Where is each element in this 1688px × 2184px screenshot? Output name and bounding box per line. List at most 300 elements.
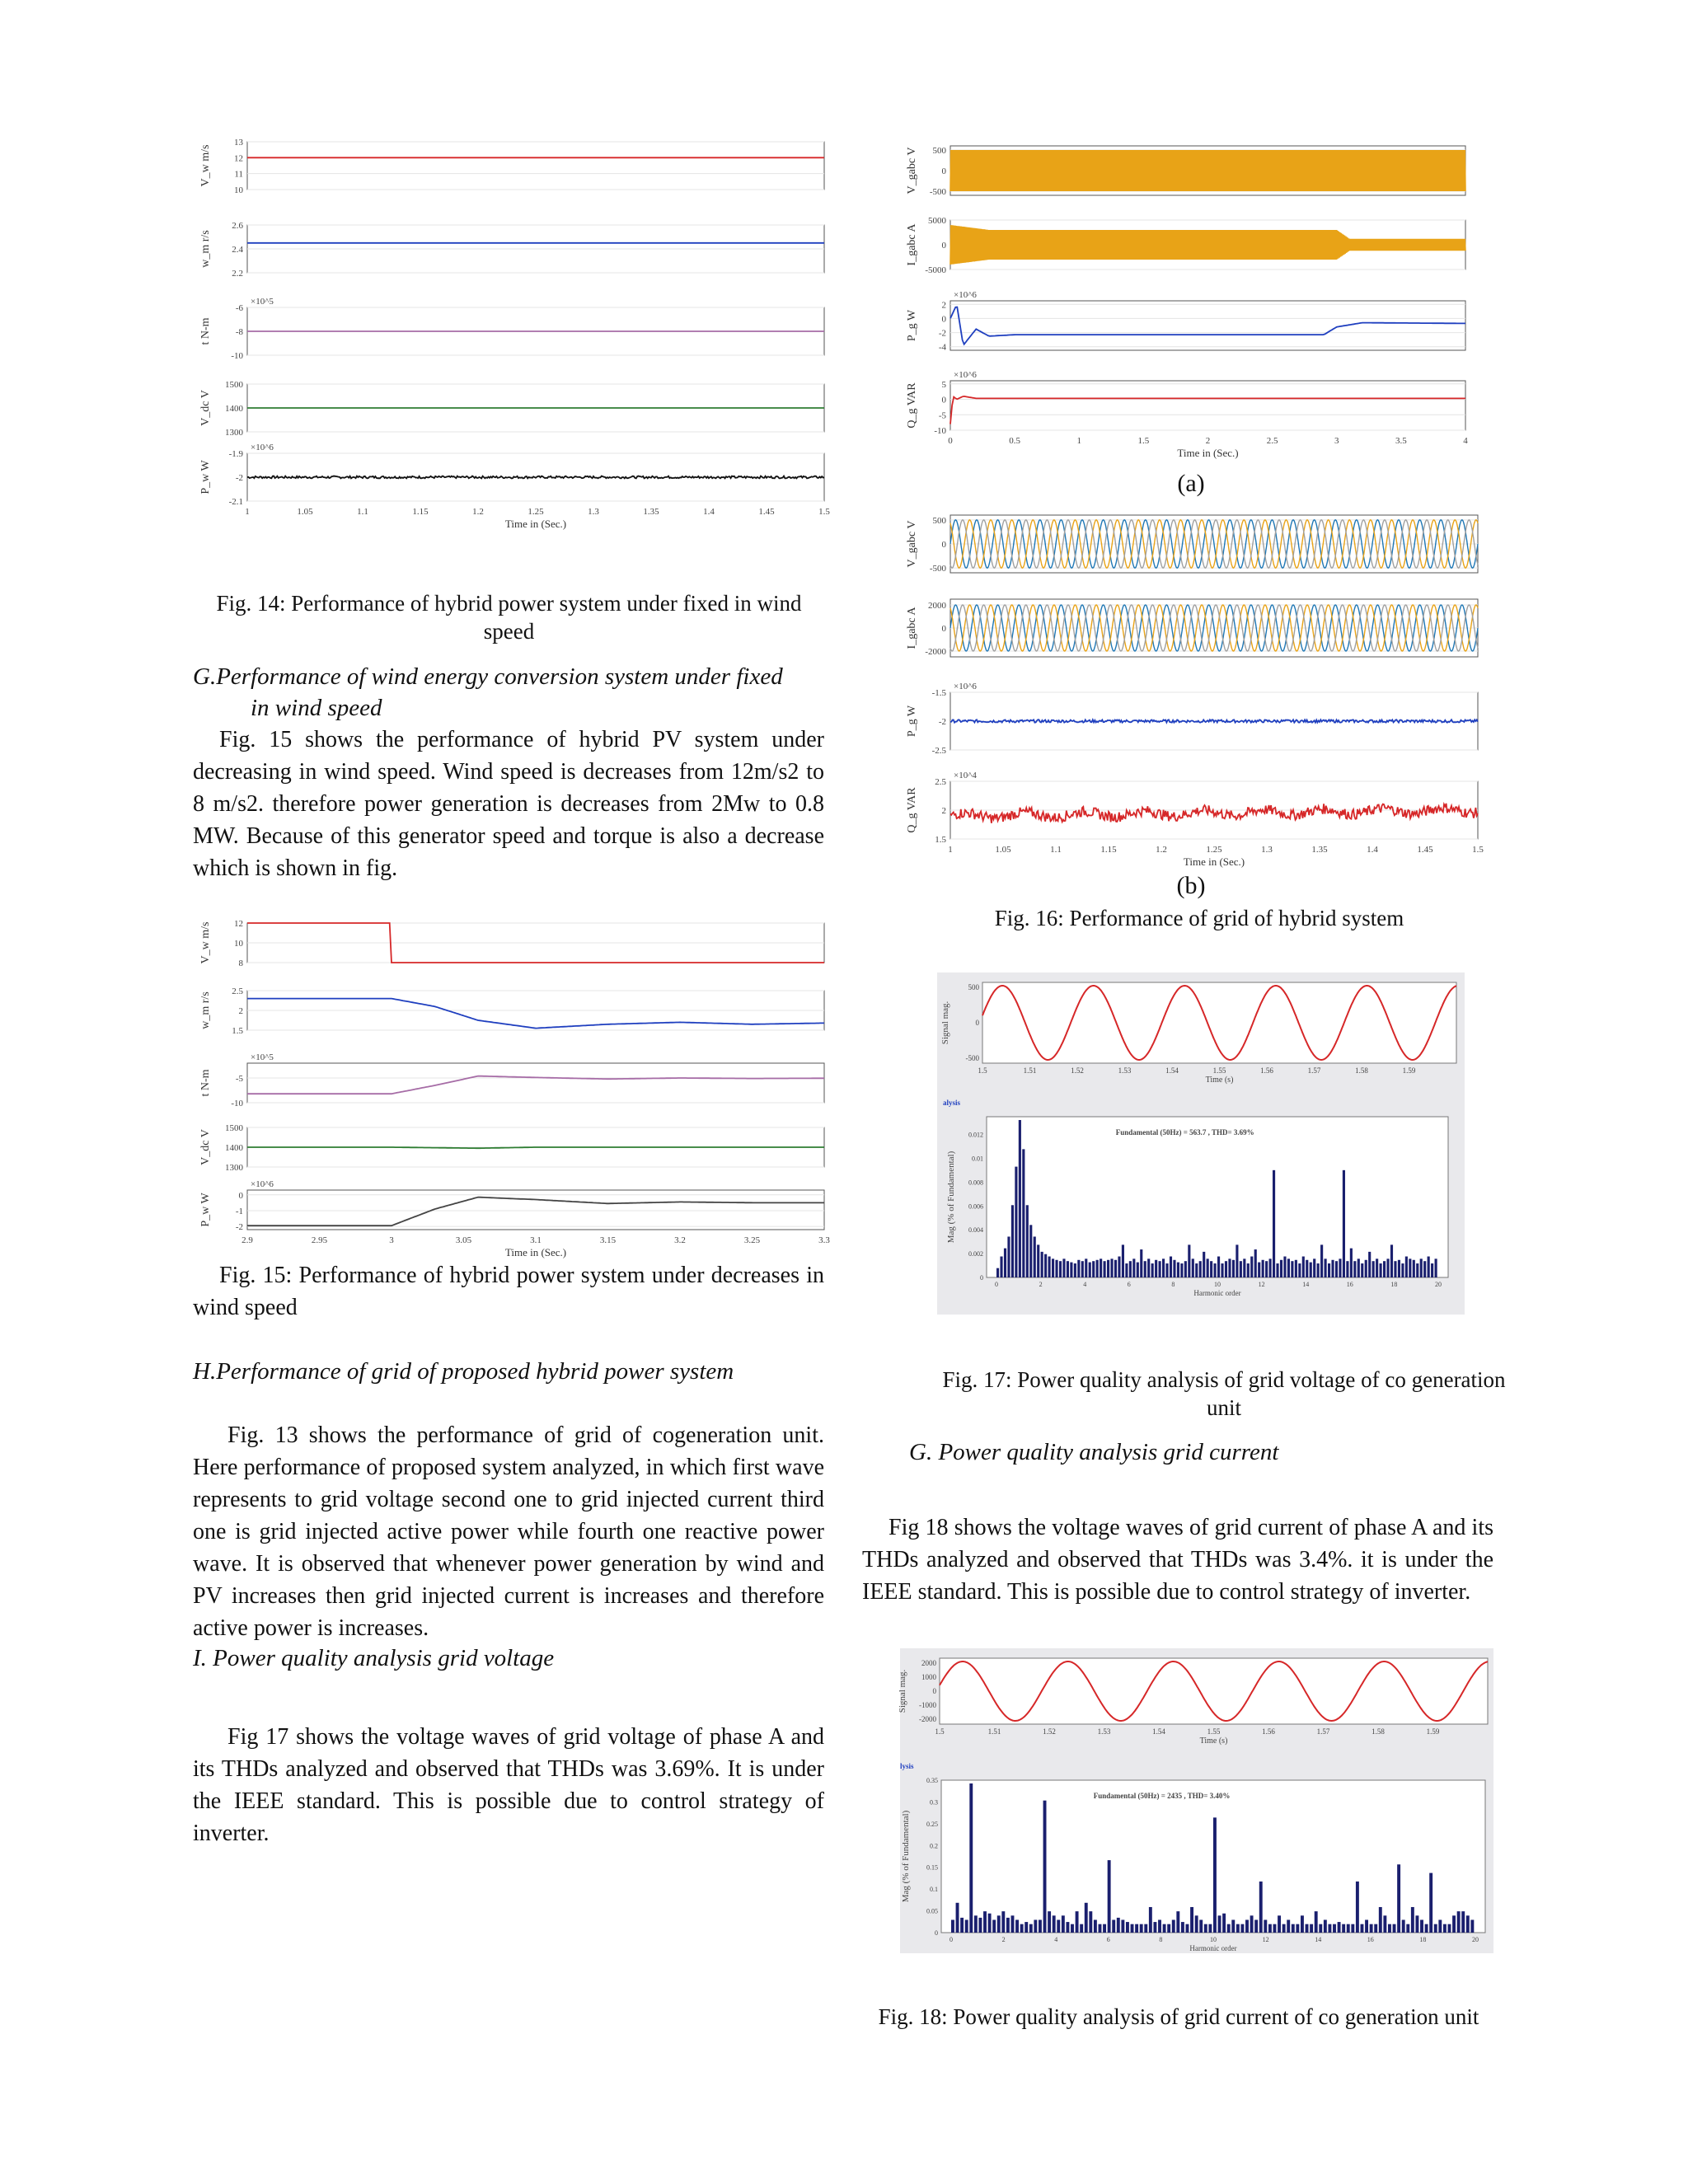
x-tick-label: 1.45 xyxy=(1417,845,1433,855)
harmonic-bar xyxy=(1074,1263,1076,1277)
x-tick-label: 1.5 xyxy=(818,507,830,517)
harmonic-bar xyxy=(1053,1915,1056,1933)
harmonic-bar xyxy=(1406,1924,1409,1933)
fig17-chart xyxy=(937,972,1465,1315)
heading-i: I. Power quality analysis grid voltage xyxy=(193,1645,555,1671)
harmonic-bar xyxy=(1306,1924,1309,1933)
panel-1 xyxy=(199,138,824,195)
harmonic-bar xyxy=(1306,1260,1308,1277)
y-axis-label: Q_g VAR xyxy=(906,787,918,833)
waveform-y-tick: -1000 xyxy=(919,1701,936,1709)
harmonic-bar xyxy=(1346,1261,1348,1277)
harmonic-x-tick: 18 xyxy=(1419,1936,1427,1943)
waveform-y-label: Signal mag. xyxy=(940,1001,950,1045)
harmonic-bar xyxy=(1052,1258,1054,1277)
waveform-x-label: Time (s) xyxy=(1199,1736,1228,1746)
x-tick-label: 3.1 xyxy=(530,1235,542,1245)
x-tick-label: 1.05 xyxy=(995,845,1011,855)
harmonic-bar xyxy=(1264,1919,1267,1933)
harmonic-bar xyxy=(1262,1260,1264,1277)
harmonic-bar xyxy=(1420,1258,1423,1277)
harmonic-bar xyxy=(1070,1263,1072,1277)
y-tick-label: 1500 xyxy=(225,1123,243,1133)
panel-4 xyxy=(906,771,1478,845)
y-tick-label: 2.5 xyxy=(232,987,243,996)
harmonic-bar xyxy=(1331,1260,1334,1277)
x-tick-label: 1 xyxy=(1076,436,1081,446)
x-tick-label: 3.15 xyxy=(599,1235,617,1245)
harmonic-bar xyxy=(1466,1915,1470,1933)
harmonic-bar xyxy=(1390,1244,1393,1277)
y-multiplier: ×10^5 xyxy=(251,297,274,307)
harmonic-y-tick: 0.15 xyxy=(926,1863,938,1872)
harmonic-bar xyxy=(1425,1924,1428,1933)
harmonic-bar xyxy=(1029,1225,1032,1277)
harmonic-bar xyxy=(1162,1258,1165,1277)
y-multiplier: ×10^6 xyxy=(954,370,977,380)
harmonic-y-tick: 0.25 xyxy=(926,1820,938,1828)
y-multiplier: ×10^6 xyxy=(251,1179,274,1189)
panel-frame xyxy=(247,142,824,190)
harmonic-bar xyxy=(1043,1801,1047,1933)
harmonic-y-tick: 0.004 xyxy=(968,1226,983,1235)
y-tick-label: 0 xyxy=(941,540,946,550)
heading-g2: G. Power quality analysis grid current xyxy=(909,1439,1279,1465)
y-axis-label: V_gabc V xyxy=(906,147,918,194)
harmonic-bar xyxy=(1085,1903,1088,1933)
harmonic-bar xyxy=(1429,1873,1432,1933)
panel-frame xyxy=(950,381,1465,430)
harmonic-bar xyxy=(1057,1919,1060,1933)
y-tick-label: -10 xyxy=(231,351,243,361)
section-label: lysis xyxy=(900,1762,914,1770)
y-axis-label: w_m r/s xyxy=(199,230,212,268)
harmonic-bar xyxy=(1347,1924,1350,1933)
y-tick-label: 10 xyxy=(234,939,243,949)
harmonic-bar xyxy=(1172,1919,1175,1933)
panel-2 xyxy=(906,599,1478,657)
harmonic-x-tick: 14 xyxy=(1302,1281,1310,1288)
harmonic-bar xyxy=(1188,1244,1190,1277)
harmonic-bar xyxy=(1276,1263,1278,1277)
harmonic-bar xyxy=(1180,1263,1183,1277)
y-tick-label: -500 xyxy=(929,564,946,574)
y-tick-label: 2.6 xyxy=(232,221,243,231)
y-axis-label: t N-m xyxy=(199,1069,212,1097)
harmonic-bar xyxy=(1357,1258,1360,1277)
harmonic-bar xyxy=(1413,1260,1415,1277)
harmonic-bar xyxy=(1301,1915,1304,1933)
y-tick-label: 2.5 xyxy=(935,777,946,787)
harmonic-bar xyxy=(1397,1864,1400,1933)
y-tick-label: -2 xyxy=(235,1222,243,1233)
waveform-y-tick: 2000 xyxy=(921,1659,936,1667)
x-tick-label: 1.5 xyxy=(1472,845,1484,855)
harmonic-bar xyxy=(1103,1924,1106,1933)
panel-frame xyxy=(247,1063,824,1103)
harmonic-bar xyxy=(1265,1261,1268,1277)
harmonic-bar xyxy=(996,1268,999,1277)
x-tick-label: 1.15 xyxy=(412,507,429,517)
harmonic-bar xyxy=(1434,1924,1437,1933)
y-tick-label: 1300 xyxy=(225,428,243,438)
harmonic-bar xyxy=(1221,1263,1223,1277)
harmonic-bar xyxy=(1240,1261,1242,1277)
harmonic-bar xyxy=(1420,1919,1423,1933)
harmonic-bar xyxy=(1317,1263,1320,1277)
x-tick-label: 1.25 xyxy=(528,507,544,517)
fig16a-chart xyxy=(903,136,1488,466)
harmonic-bar xyxy=(1350,1249,1353,1277)
x-tick-label: 1.1 xyxy=(357,507,368,517)
harmonic-bar xyxy=(1393,1924,1396,1933)
waveform-x-tick: 1.58 xyxy=(1372,1727,1385,1736)
harmonic-bar xyxy=(1210,1261,1212,1277)
harmonic-bar xyxy=(1192,1258,1194,1277)
heading-g1: G.Performance of wind energy conversion system under fixed xyxy=(193,663,783,690)
y-axis-label: V_w m/s xyxy=(199,144,212,187)
heading-h: H.Performance of grid of proposed hybrid power system xyxy=(193,1358,734,1385)
harmonic-bar xyxy=(969,1783,973,1933)
x-axis-label: Time in (Sec.) xyxy=(1183,855,1245,868)
panel-4 xyxy=(199,380,824,438)
waveform-y-label: Signal mag. xyxy=(898,1669,907,1713)
harmonic-bar xyxy=(1132,1258,1135,1277)
harmonic-x-tick: 8 xyxy=(1171,1281,1175,1288)
harmonic-bar xyxy=(1435,1258,1437,1277)
panel-1 xyxy=(906,146,1465,197)
fig16a-label: (a) xyxy=(1177,470,1205,497)
y-tick-label: -5 xyxy=(235,1074,243,1084)
waveform-x-tick: 1.5 xyxy=(978,1066,987,1075)
harmonic-bar xyxy=(1067,1261,1069,1277)
harmonic-bar xyxy=(1107,1260,1109,1277)
harmonic-bar xyxy=(1089,1911,1092,1933)
harmonic-bar xyxy=(1184,1261,1187,1277)
harmonic-bar xyxy=(1062,1258,1065,1277)
panel-2 xyxy=(906,216,1465,275)
harmonic-bar xyxy=(1269,1258,1272,1277)
x-tick-label: 1.2 xyxy=(472,507,484,517)
harmonic-bar xyxy=(1147,1258,1150,1277)
y-axis-label: V_dc V xyxy=(199,1129,212,1165)
harmonic-panel xyxy=(946,1117,1448,1297)
harmonic-bar xyxy=(1379,1907,1382,1933)
harmonic-bar xyxy=(1081,1261,1084,1277)
y-tick-label: -1.9 xyxy=(228,449,243,459)
harmonic-x-tick: 14 xyxy=(1315,1936,1322,1943)
harmonic-bar xyxy=(1039,1919,1042,1933)
harmonic-bar xyxy=(1313,1258,1315,1277)
harmonic-bar xyxy=(1401,1263,1404,1277)
harmonic-bar xyxy=(1228,1258,1231,1277)
harmonic-panel xyxy=(901,1777,1485,1952)
y-axis-label: V_dc V xyxy=(199,390,212,426)
harmonic-bar xyxy=(1149,1907,1152,1933)
y-tick-label: -10 xyxy=(231,1099,243,1108)
y-axis-label: w_m r/s xyxy=(199,991,212,1029)
harmonic-bar xyxy=(1137,1263,1139,1277)
x-tick-label: 1.35 xyxy=(643,507,659,517)
harmonic-x-tick: 20 xyxy=(1472,1936,1479,1943)
panel-2 xyxy=(199,221,824,279)
harmonic-bar xyxy=(1356,1882,1359,1933)
harmonic-bar xyxy=(1007,1236,1010,1277)
harmonic-y-tick: 0 xyxy=(980,1274,983,1282)
x-tick-label: 3.2 xyxy=(674,1235,686,1245)
y-tick-label: -1 xyxy=(235,1206,243,1216)
harmonic-bar xyxy=(1122,1244,1124,1277)
panel-frame xyxy=(950,301,1465,350)
harmonic-x-label: Harmonic order xyxy=(1189,1944,1237,1952)
harmonic-bar xyxy=(1077,1260,1080,1277)
harmonic-bar xyxy=(1333,1924,1336,1933)
y-tick-label: 2 xyxy=(941,806,946,816)
y-tick-label: 2.2 xyxy=(232,269,243,279)
y-tick-label: -4 xyxy=(938,342,946,353)
y-tick-label: -2 xyxy=(938,717,946,727)
harmonic-bar xyxy=(1273,1170,1275,1277)
harmonic-bar xyxy=(1217,1257,1220,1277)
x-tick-label: 2.9 xyxy=(241,1235,253,1245)
x-tick-label: 1.35 xyxy=(1311,845,1328,855)
y-tick-label: 500 xyxy=(932,146,946,156)
waveform-x-tick: 1.57 xyxy=(1307,1066,1321,1075)
x-tick-label: 1.25 xyxy=(1206,845,1222,855)
y-tick-label: -5000 xyxy=(925,265,946,275)
waveform-x-tick: 1.56 xyxy=(1260,1066,1273,1075)
harmonic-bar xyxy=(1034,1919,1037,1933)
harmonic-x-tick: 8 xyxy=(1159,1936,1163,1943)
y-tick-label: -1.5 xyxy=(931,688,946,698)
panel-3 xyxy=(199,1052,824,1108)
harmonic-bar xyxy=(1240,1924,1244,1933)
harmonic-bar xyxy=(1044,1254,1047,1277)
y-axis-label: V_gabc V xyxy=(906,520,918,568)
y-tick-label: 5000 xyxy=(928,216,946,226)
x-tick-label: 2 xyxy=(1205,436,1211,446)
harmonic-bar xyxy=(1383,1261,1386,1277)
harmonic-x-tick: 6 xyxy=(1127,1281,1131,1288)
harmonic-x-tick: 0 xyxy=(950,1936,953,1943)
harmonic-bar xyxy=(1126,1922,1129,1933)
x-tick-label: 2.95 xyxy=(311,1235,328,1245)
harmonic-bar xyxy=(1195,1263,1198,1277)
harmonic-x-tick: 16 xyxy=(1346,1281,1353,1288)
harmonic-bar xyxy=(1448,1924,1451,1933)
harmonic-bar xyxy=(1409,1258,1411,1277)
harmonic-y-tick: 0.008 xyxy=(968,1179,983,1187)
harmonic-bar xyxy=(1411,1907,1414,1933)
y-tick-label: 0 xyxy=(941,314,946,325)
y-axis-label: t N-m xyxy=(199,317,212,345)
y-tick-label: 0 xyxy=(238,1190,243,1201)
harmonic-y-tick: 0.006 xyxy=(968,1202,983,1211)
harmonic-bar xyxy=(1280,1260,1282,1277)
harmonic-bar xyxy=(1254,1249,1257,1277)
y-tick-label: 1400 xyxy=(225,404,243,414)
x-tick-label: 1 xyxy=(948,845,953,855)
harmonic-bar xyxy=(1029,1924,1033,1933)
harmonic-x-tick: 10 xyxy=(1210,1936,1217,1943)
x-axis-label: Time in (Sec.) xyxy=(504,518,567,530)
harmonic-bar xyxy=(1155,1260,1157,1277)
y-multiplier: ×10^6 xyxy=(251,443,274,452)
harmonic-bar xyxy=(1001,1911,1005,1933)
panel-4 xyxy=(199,1123,824,1173)
harmonic-x-tick: 0 xyxy=(995,1281,998,1288)
waveform-y-tick: 500 xyxy=(968,983,979,991)
harmonic-bar xyxy=(1025,1922,1028,1933)
panel-4 xyxy=(906,370,1465,436)
harmonic-bar xyxy=(1370,1924,1373,1933)
y-axis-label: P_g W xyxy=(906,705,918,738)
harmonic-bar xyxy=(1207,1258,1209,1277)
harmonic-bar xyxy=(1066,1922,1069,1933)
panel-3 xyxy=(906,682,1478,756)
harmonic-bar xyxy=(1026,1205,1029,1277)
harmonic-bar xyxy=(974,1915,978,1933)
waveform-x-tick: 1.57 xyxy=(1316,1727,1330,1736)
harmonic-y-tick: 0.35 xyxy=(926,1777,938,1784)
harmonic-bar xyxy=(1245,1919,1249,1933)
y-axis-label: Q_g VAR xyxy=(906,382,918,429)
harmonic-bar xyxy=(1282,1924,1286,1933)
harmonic-bar xyxy=(1125,1263,1128,1277)
y-tick-label: 500 xyxy=(932,515,946,526)
harmonic-bar xyxy=(1104,1261,1106,1277)
y-tick-label: 10 xyxy=(234,185,243,195)
waveform-x-tick: 1.59 xyxy=(1402,1066,1416,1075)
y-tick-label: -2 xyxy=(235,473,243,483)
harmonic-bar xyxy=(1231,1919,1235,1933)
harmonic-bar xyxy=(1213,1817,1217,1933)
fig18-caption: Fig. 18: Power quality analysis of grid current of co generation unit xyxy=(878,2004,1479,2029)
harmonic-bar xyxy=(1342,1924,1345,1933)
x-tick-label: 3 xyxy=(389,1235,394,1245)
harmonic-bar xyxy=(1062,1915,1065,1933)
harmonic-bar xyxy=(1461,1911,1465,1933)
harmonic-bar xyxy=(1071,1924,1074,1933)
harmonic-bar xyxy=(1190,1907,1193,1933)
waveform-y-tick: 0 xyxy=(932,1687,936,1695)
harmonic-bar xyxy=(965,1919,968,1933)
harmonic-bar xyxy=(951,1919,954,1933)
x-tick-label: 3.05 xyxy=(455,1235,472,1245)
y-multiplier: ×10^6 xyxy=(954,290,977,300)
harmonic-bar xyxy=(1324,1919,1327,1933)
harmonic-bar xyxy=(1140,1249,1142,1277)
harmonic-bar xyxy=(1158,1919,1161,1933)
harmonic-x-tick: 18 xyxy=(1390,1281,1398,1288)
harmonic-x-label: Harmonic order xyxy=(1193,1289,1241,1297)
harmonic-bar xyxy=(1011,1915,1015,1933)
paragraph-g2: Fig 18 shows the voltage waves of grid current of phase A and its THDs analyzed and observed that THDs was 3.4%. it is under the IEEE standard. This is possible due to control strategy of inverter. xyxy=(862,1515,1493,1605)
x-tick-label: 1.1 xyxy=(1050,845,1062,855)
y-tick-label: 0 xyxy=(941,395,946,405)
x-axis-label: Time in (Sec.) xyxy=(504,1246,567,1258)
harmonic-bar xyxy=(1019,1120,1021,1277)
panel-5 xyxy=(199,1179,824,1232)
waveform-x-tick: 1.51 xyxy=(1023,1066,1037,1075)
harmonic-bar xyxy=(1423,1261,1426,1277)
harmonic-bar xyxy=(1096,1260,1099,1277)
waveform-x-tick: 1.54 xyxy=(1152,1727,1165,1736)
harmonic-bar xyxy=(1004,1249,1006,1277)
harmonic-bar xyxy=(1386,1258,1389,1277)
harmonic-bar xyxy=(1302,1257,1305,1277)
harmonic-bar xyxy=(1100,1258,1102,1277)
waveform-y-tick: 1000 xyxy=(921,1673,936,1681)
harmonic-bar xyxy=(1470,1919,1474,1933)
harmonic-x-tick: 6 xyxy=(1106,1936,1110,1943)
y-tick-label: -5 xyxy=(938,410,946,421)
waveform-x-tick: 1.5 xyxy=(935,1727,945,1736)
heading-g1-cont: in wind speed xyxy=(251,695,382,721)
harmonic-x-tick: 12 xyxy=(1258,1281,1265,1288)
harmonic-x-tick: 4 xyxy=(1054,1936,1058,1943)
harmonic-bar xyxy=(1048,1911,1051,1933)
harmonic-bar xyxy=(1254,1919,1258,1933)
harmonic-y-tick: 0 xyxy=(935,1929,938,1937)
x-tick-label: 1.15 xyxy=(1100,845,1117,855)
harmonic-bar xyxy=(1328,1263,1330,1277)
harmonic-bar xyxy=(1287,1919,1290,1933)
harmonic-bar xyxy=(1222,1914,1226,1933)
waveform-x-tick: 1.52 xyxy=(1043,1727,1056,1736)
harmonic-bar xyxy=(1250,1257,1253,1277)
harmonic-y-label: Mag (% of Fundamental) xyxy=(946,1151,956,1244)
harmonic-bar xyxy=(1204,1924,1207,1933)
y-tick-label: -2.5 xyxy=(931,746,946,756)
harmonic-bar xyxy=(1110,1258,1113,1277)
harmonic-bar xyxy=(978,1918,982,1933)
harmonic-bar xyxy=(1140,1924,1143,1933)
fig16-caption: Fig. 16: Performance of grid of hybrid system xyxy=(994,906,1404,930)
series-Vgabc xyxy=(950,150,1465,191)
harmonic-bar xyxy=(1055,1260,1057,1277)
harmonic-y-tick: 0.05 xyxy=(926,1907,938,1915)
harmonic-bar xyxy=(1296,1924,1299,1933)
harmonic-bar xyxy=(1405,1257,1408,1277)
y-axis-label: P_w W xyxy=(199,1193,212,1227)
harmonic-bar xyxy=(1383,1915,1386,1933)
harmonic-bar xyxy=(1236,1924,1240,1933)
x-tick-label: 1.05 xyxy=(297,507,313,517)
y-axis-label: I_gabc A xyxy=(906,223,918,266)
y-tick-label: 8 xyxy=(238,958,243,968)
harmonic-bar xyxy=(1292,1924,1295,1933)
y-tick-label: 5 xyxy=(941,379,946,390)
y-tick-label: 0 xyxy=(941,624,946,634)
waveform-x-label: Time (s) xyxy=(1205,1076,1234,1085)
x-tick-label: 1.3 xyxy=(1261,845,1273,855)
harmonic-bar xyxy=(1199,1919,1203,1933)
harmonic-bar xyxy=(1315,1911,1318,1933)
harmonic-bar xyxy=(1232,1260,1235,1277)
y-tick-label: 1.5 xyxy=(232,1026,243,1036)
harmonic-bar xyxy=(1167,1924,1170,1933)
harmonic-x-tick: 10 xyxy=(1214,1281,1221,1288)
harmonic-bar xyxy=(1365,1260,1367,1277)
y-tick-label: 2 xyxy=(941,300,946,311)
harmonic-bar xyxy=(1048,1257,1051,1277)
fig14-chart xyxy=(194,132,837,544)
y-tick-label: -2.1 xyxy=(228,497,243,507)
harmonic-bar xyxy=(1431,1263,1433,1277)
harmonic-bar xyxy=(1295,1260,1297,1277)
y-tick-label: 2 xyxy=(238,1006,243,1016)
